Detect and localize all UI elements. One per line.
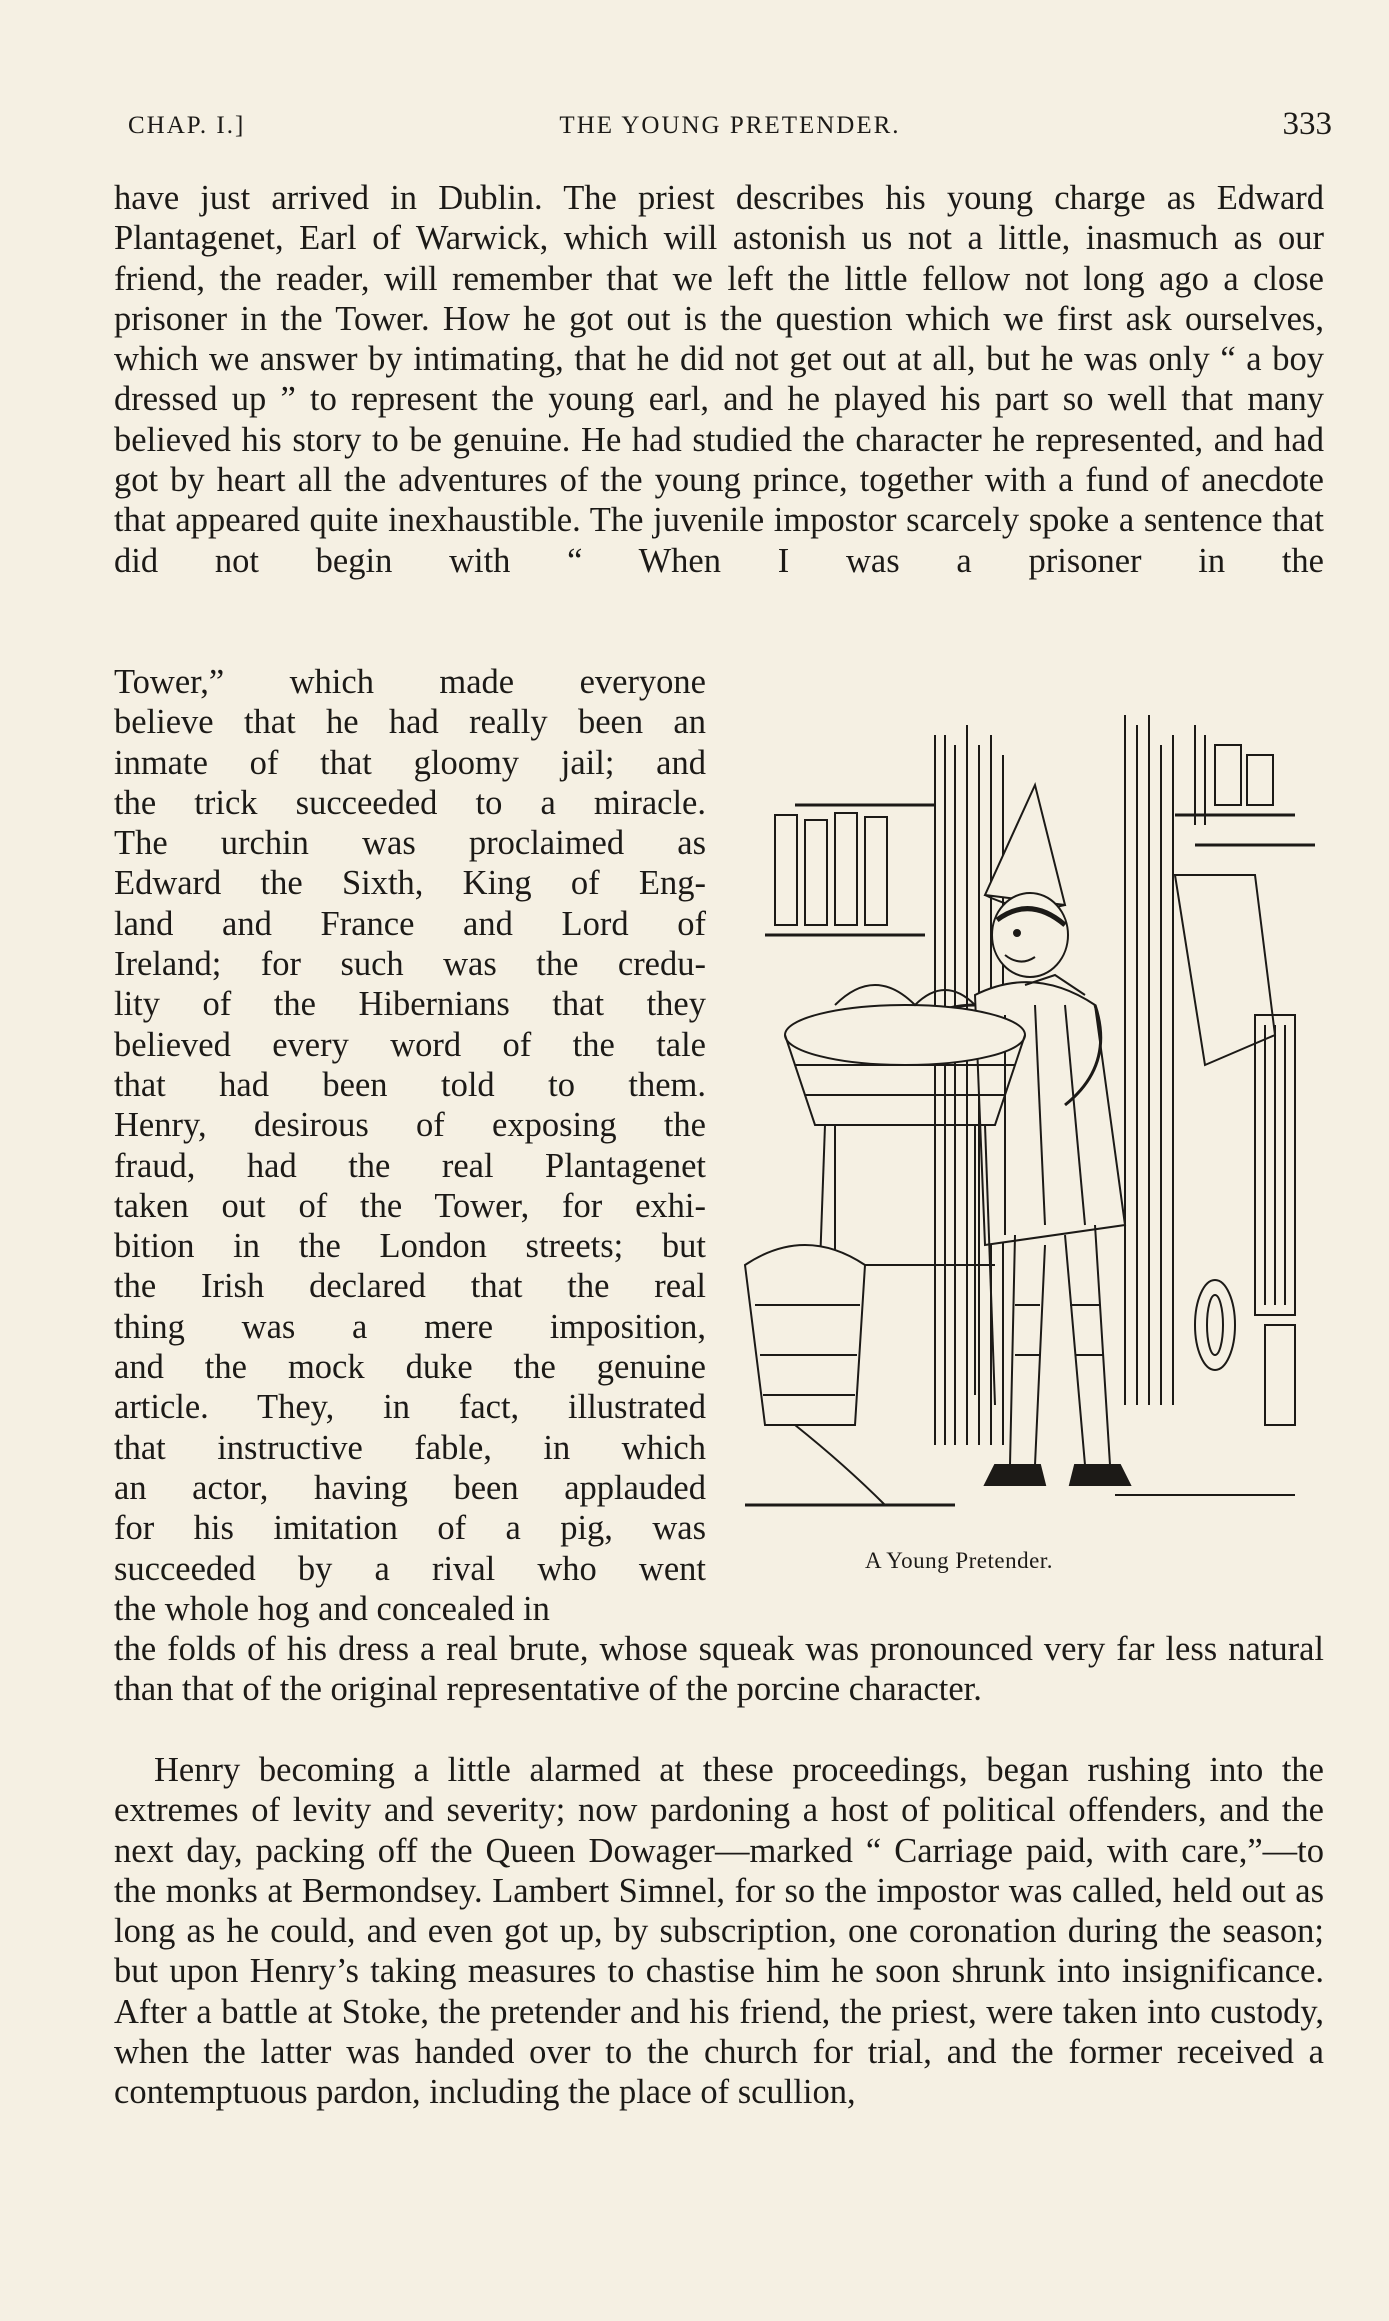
wrapped-text-line: the trick succeeded to a miracle.	[114, 783, 706, 822]
paragraph-1-bottom: the folds of his dress a real brute, whose squeak was pronounced very far less natural than that of the original representative of the porcine character.	[114, 1630, 1324, 1709]
wrapped-text-line: believed every word of the tale	[114, 1025, 706, 1064]
paragraph-1-wrapped-column	[114, 662, 706, 1629]
wrapped-text-line: Edward the Sixth, King of Eng-	[114, 864, 706, 903]
wrapped-text-line: bition in the London streets; but	[114, 1227, 706, 1266]
wrapped-text-line: that instructive fable, in which	[114, 1428, 706, 1467]
running-header	[128, 106, 1332, 146]
illustration-young-pretender	[735, 705, 1323, 1543]
wrapped-text-line: inmate of that gloomy jail; and	[114, 743, 706, 782]
bucket	[745, 1245, 885, 1505]
wrapped-text-line: Henry, desirous of exposing the	[114, 1106, 706, 1145]
page-number: 333	[1282, 106, 1332, 142]
wrapped-text-line: that had been told to them.	[114, 1065, 706, 1104]
wrapped-text-line: fraud, had the real Plantagenet	[114, 1146, 706, 1185]
wrapped-text-line: the Irish declared that the real	[114, 1267, 706, 1306]
wrapped-text-line: believe that he had really been an	[114, 703, 706, 742]
wrapped-text-line: the whole hog and concealed in	[114, 1589, 550, 1628]
figure-caption: A Young Pretender.	[865, 1548, 1053, 1573]
wrapped-text-line: and the mock duke the genuine	[114, 1348, 706, 1387]
running-title: THE YOUNG PRETENDER.	[559, 112, 901, 139]
wrapped-text-line: thing was a mere imposition,	[114, 1307, 706, 1346]
chapter-label: CHAP. I.]	[128, 112, 246, 139]
paragraph-2: Henry becoming a little alarmed at these proceedings, began rushing into the extremes of levity and severity; now pardoning a host of political offenders, and the next day, packing off the Queen Dowager—marked “ Carriage paid, with care,”—to the monks at Bermondsey. Lambert Simnel, for so the impostor was called, held out as long as he could, and even got up, by subscription, one coronation during the season; but upon Henry’s taking measures to chastise him he soon shrunk into insignificance. After a battle at Stoke, the pretender and his friend, the priest, were taken into custody, when the latter was handed over to the church for trial, and the former received a contemptuous pardon, including the place of scullion,	[114, 1751, 1324, 2112]
wrapped-text-line: lity of the Hibernians that they	[114, 985, 706, 1024]
paragraph-1-top: have just arrived in Dublin. The priest describes his young charge as Edward Plantagenet, Earl of Warwick, which will astonish us not a little, inasmuch as our friend, the reader, will remember that we left the little fellow not long ago a close prisoner in the Tower. How he got out is the question which we first ask ourselves, which we answer by intimating, that he did not get out at all, but he was only “ a boy dressed up ” to represent the young earl, and he played his part so well that many believed his story to be genuine. He had studied the character he represented, and had got by heart all the adventures of the young prince, together with a fund of anecdote that appeared quite inexhaustible. The juvenile impostor scarcely spoke a sentence that did not begin with “ When I was a prisoner in the	[114, 179, 1324, 580]
wrapped-text-line: an actor, having been applauded	[114, 1468, 706, 1507]
wrapped-text-line: for his imitation of a pig, was	[114, 1509, 706, 1548]
wrapped-text-line: taken out of the Tower, for exhi-	[114, 1186, 706, 1225]
hanging-utensils	[1175, 875, 1295, 1425]
wrapped-text-line: The urchin was proclaimed as	[114, 824, 706, 863]
wrapped-text-line: succeeded by a rival who went	[114, 1549, 706, 1588]
engraving-boy-at-washtub	[735, 705, 1323, 1543]
wrapped-text-line: article. They, in fact, illustrated	[114, 1388, 706, 1427]
boy-figure	[885, 785, 1130, 1485]
wrapped-text-line: Ireland; for such was the credu-	[114, 945, 706, 984]
wrapped-text-line: Tower,” which made everyone	[114, 663, 706, 701]
wrapped-text-line: land and France and Lord of	[114, 904, 706, 943]
